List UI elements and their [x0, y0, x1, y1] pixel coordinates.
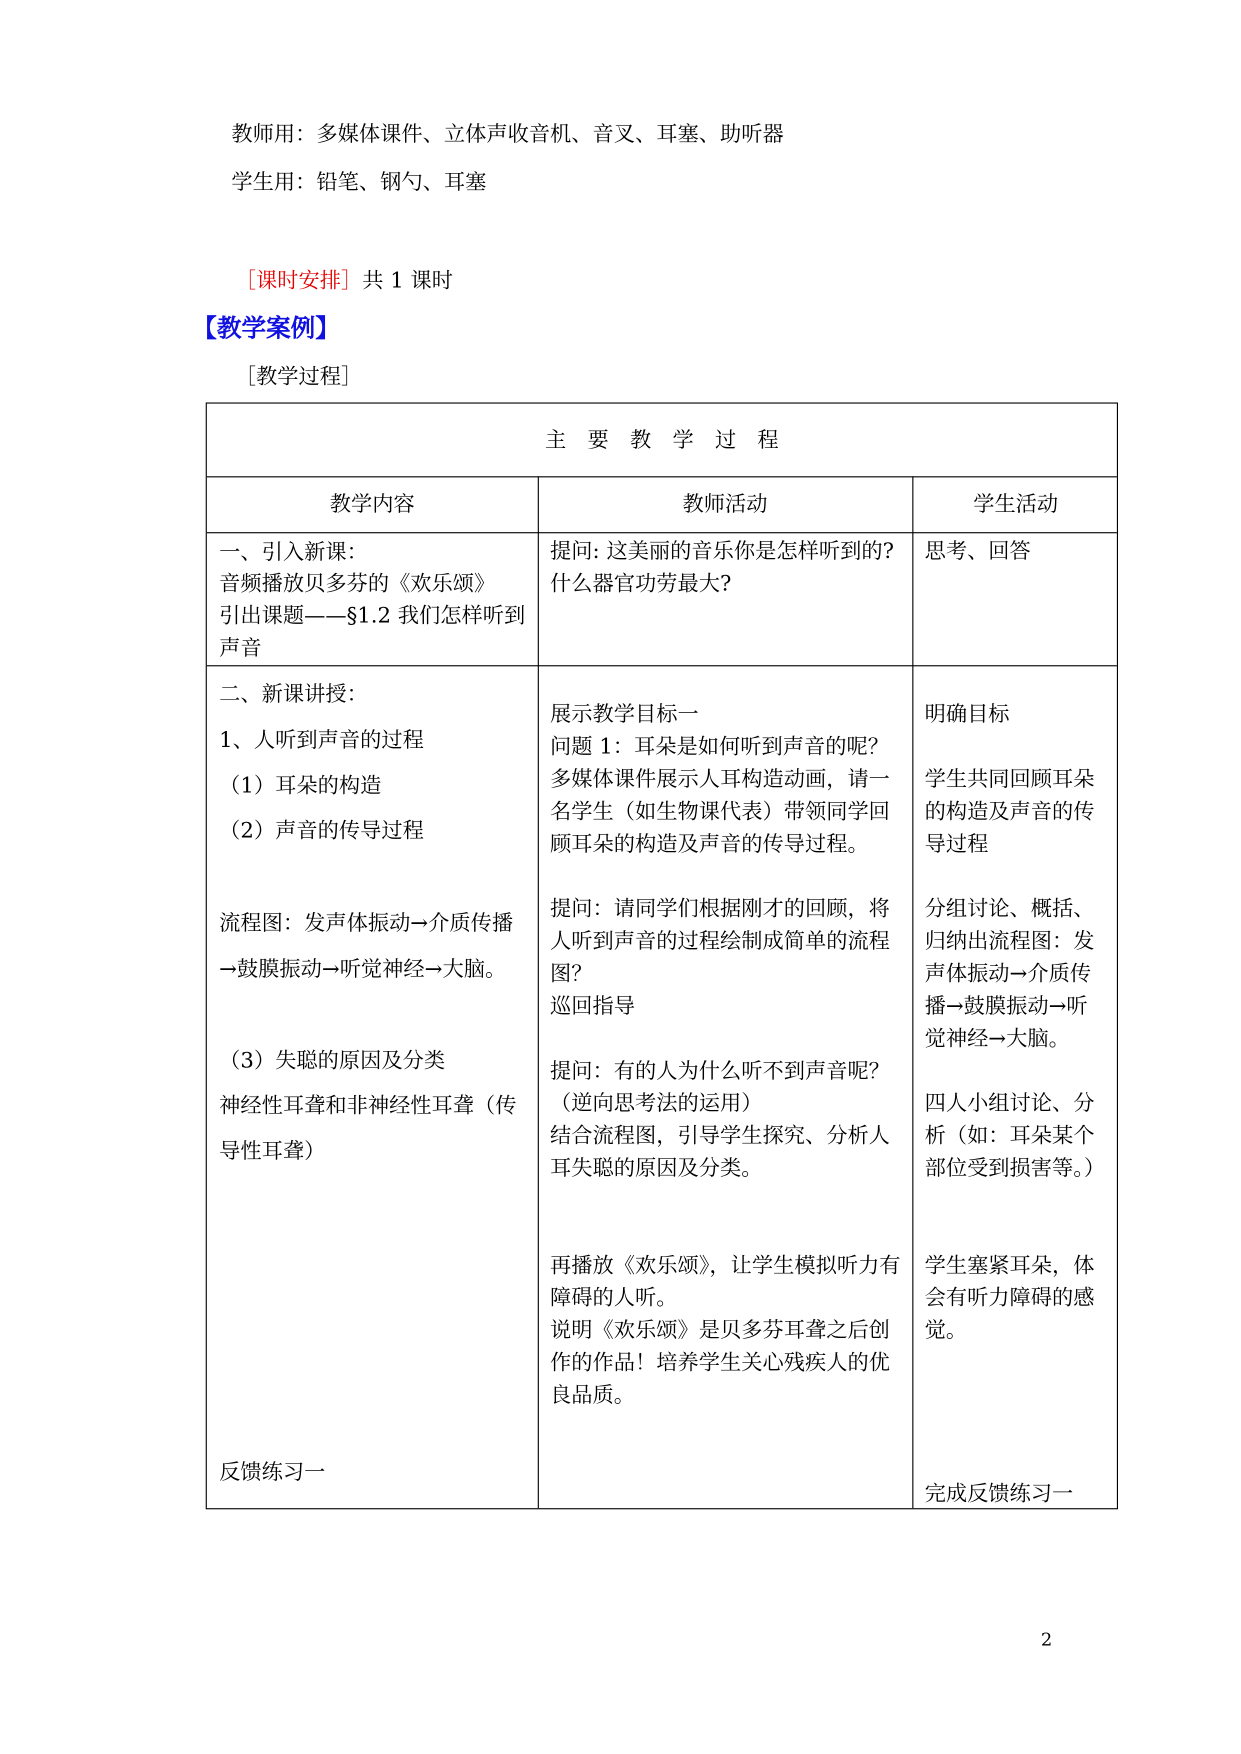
row2-student-line: 学生共同回顾耳朵: [924, 766, 1095, 792]
column-divider: [538, 476, 539, 1508]
row2-teacher-line: 良品质。: [550, 1382, 636, 1408]
row2-teacher-line: 说明《欢乐颂》是贝多芬耳聋之后创: [550, 1318, 890, 1343]
row2-student-line: 析（如：耳朵某个: [924, 1123, 1095, 1149]
schedule-value: 共 1 课时: [362, 268, 453, 293]
schedule-label: ［课时安排］: [234, 268, 363, 293]
row-divider: [207, 532, 1117, 533]
row2-content-line: （1）耳朵的构造: [219, 773, 382, 799]
row2-content-line: 神经性耳聋和非神经性耳聋（传: [219, 1093, 517, 1118]
section-title: 【教学案例】: [192, 314, 340, 344]
row2-student-line: 学生塞紧耳朵，体: [924, 1253, 1095, 1278]
row1-content-line: 声音: [219, 636, 262, 661]
table-title: 主 要 教 学 过 程: [545, 428, 779, 453]
row2-student-line: 部位受到损害等。）: [924, 1156, 1106, 1181]
row2-teacher-line: 障碍的人听。: [550, 1285, 678, 1311]
row2-student-line: 分组讨论、概括、: [924, 896, 1095, 922]
row2-teacher-line: （逆向思考法的运用）: [550, 1091, 763, 1116]
row2-teacher-line: 耳失聪的原因及分类。: [550, 1156, 763, 1181]
row2-teacher-line: 提问：有的人为什么听不到声音呢？: [550, 1058, 890, 1084]
row1-content-line: 引出课题——§1.2 我们怎样听到: [219, 603, 526, 629]
row2-teacher-line: 结合流程图，引导学生探究、分析人: [550, 1123, 890, 1149]
row2-teacher-line: 名学生（如生物课代表）带领同学回: [550, 799, 890, 824]
row2-teacher-line: 多媒体课件展示人耳构造动画，请一: [550, 766, 890, 792]
teacher-materials: 教师用：多媒体课件、立体声收音机、音叉、耳塞、助听器: [231, 121, 784, 147]
row2-teacher-line: 人听到声音的过程绘制成简单的流程: [550, 929, 890, 954]
row2-content-line: 反馈练习一: [219, 1460, 326, 1485]
row2-teacher-line: 顾耳朵的构造及声音的传导过程。: [550, 831, 869, 857]
row2-student-line: 播→鼓膜振动→听: [924, 993, 1088, 1019]
page-number: 2: [1040, 1628, 1053, 1651]
row2-content-line: 1、人听到声音的过程: [219, 727, 424, 753]
header-teacher: 教师活动: [682, 491, 768, 517]
row2-student-line: 觉。: [924, 1318, 968, 1343]
row2-student-line: 声体振动→介质传: [924, 961, 1092, 987]
row2-teacher-line: 巡回指导: [550, 993, 636, 1019]
row2-teacher-line: 图？: [550, 961, 593, 987]
row2-content-line: 二、新课讲授：: [219, 681, 368, 707]
row1-content-line: 音频播放贝多芬的《欢乐颂》: [219, 571, 496, 596]
row1-teacher-line: 提问: 这美丽的音乐你是怎样听到的?: [550, 538, 894, 564]
row2-student-line: 导过程: [924, 831, 989, 857]
row2-teacher-line: 展示教学目标一: [550, 702, 699, 727]
header-content: 教学内容: [329, 491, 415, 517]
schedule-line: [235, 267, 453, 294]
header-student: 学生活动: [973, 491, 1059, 517]
student-materials: 学生用：铅笔、钢勺、耳塞: [231, 169, 487, 195]
column-divider: [912, 476, 913, 1508]
row2-student-line: 完成反馈练习一: [924, 1481, 1074, 1506]
row2-student-line: 明确目标: [924, 702, 1010, 727]
row2-student-line: 的构造及声音的传: [924, 799, 1095, 824]
row2-content-line: （3）失聪的原因及分类: [219, 1048, 446, 1074]
row1-student-line: 思考、回答: [924, 538, 1031, 564]
teaching-process-table: [206, 402, 1118, 1509]
row2-content-line: （2）声音的传导过程: [219, 818, 424, 843]
row1-teacher-line: 什么器官功劳最大?: [550, 571, 732, 596]
row2-student-line: 觉神经→大脑。: [924, 1026, 1070, 1051]
row-divider: [207, 476, 1117, 477]
row2-student-line: 四人小组讨论、分: [924, 1091, 1095, 1116]
row2-teacher-line: 提问：请同学们根据刚才的回顾，将: [550, 896, 890, 922]
row2-content-line: →鼓膜振动→听觉神经→大脑。: [219, 957, 507, 982]
row2-content-line: 流程图：发声体振动→介质传播: [219, 911, 514, 936]
row2-teacher-line: 问题 1：耳朵是如何听到声音的呢？: [550, 734, 889, 760]
row2-student-line: 归纳出流程图：发: [924, 929, 1095, 954]
row2-teacher-line: 再播放《欢乐颂》，让学生模拟听力有: [550, 1253, 901, 1278]
row-divider: [207, 665, 1117, 666]
row1-content-line: 一、引入新课：: [219, 539, 368, 565]
row2-student-line: 会有听力障碍的感: [924, 1285, 1095, 1311]
row2-content-line: 导性耳聋）: [219, 1139, 326, 1164]
process-label: ［教学过程］: [234, 364, 363, 390]
row2-teacher-line: 作的作品！培养学生关心残疾人的优: [550, 1350, 890, 1376]
